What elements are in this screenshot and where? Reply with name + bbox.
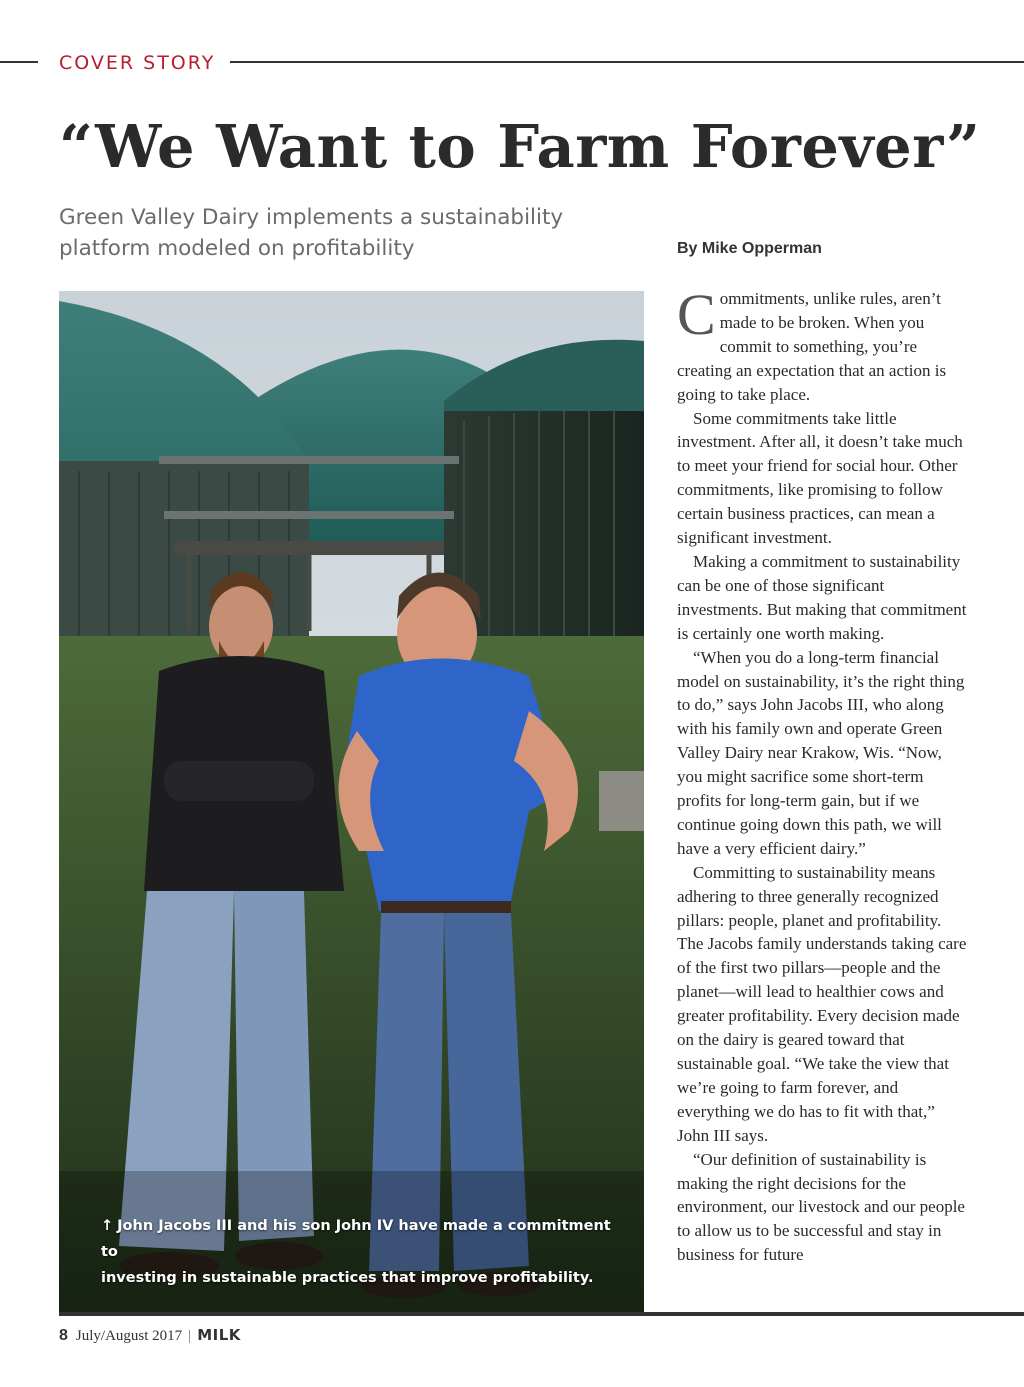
section-label: COVER STORY (59, 52, 216, 74)
gravel (599, 771, 644, 831)
footer-separator: | (188, 1328, 192, 1344)
article-body (677, 282, 967, 1267)
paragraph-5: Committing to sustainability means adhering to three generally recognized pillars: people, planet and profitability. The Jacobs family understands taking care of the first two pillars—people and the planet—will lead to healthier cows and greater profitability. Every decision made on the dairy is geared toward that sustainable goal. “We take the view that we’re going to farm forever, and everything we do has to fit with that,” John III says. (677, 862, 967, 1145)
top-rule-right (230, 61, 1024, 63)
up-arrow-icon: ↑ (101, 1218, 114, 1234)
byline: By Mike Opperman (677, 240, 822, 257)
deck-line-2: platform modeled on profitability (59, 236, 415, 261)
article-headline: “We Want to Farm Forever” (59, 112, 981, 181)
deck-line-1: Green Valley Dairy implements a sustainability (59, 205, 564, 230)
paragraph-4: “When you do a long-term financial model on sustainability, it’s the right thing to do,” says John Jacobs III, who along with his family own and operate Green Valley Dairy near Krakow, Wis. “Now, you might sacrifice some short-term profits for long-term gain, but if we continue going down this path, we will have a very efficient dairy.” (677, 647, 965, 858)
drop-cap: C (677, 282, 716, 347)
top-rule-left (0, 61, 38, 63)
page-footer (59, 1326, 241, 1345)
paragraph-1: Commitments, unlike rules, aren’t made to be broken. When you commit to something, you’re creating an expectation that an action is going to take place. (677, 282, 947, 404)
bottom-rule (59, 1312, 1024, 1316)
caption-line-1: ↑ John Jacobs III and his son John IV have made a commitment to (101, 1218, 611, 1260)
issue-date: July/August 2017 (75, 1328, 183, 1344)
magazine-name: MILK (197, 1326, 241, 1344)
pipe-upper (159, 456, 459, 464)
paragraph-6: “Our definition of sustainability is making the right decisions for the environment, our livestock and our people to allow us to be successful and stay in business for future (677, 1149, 965, 1265)
walkway (174, 541, 444, 555)
photo-caption (101, 1213, 621, 1291)
paragraph-3: Making a commitment to sustainability can be one of those significant investments. But making that commitment is certainly one worth making. (677, 551, 967, 643)
page-number: 8 (59, 1327, 68, 1344)
paragraph-2: Some commitments take little investment. After all, it doesn’t take much to meet your friend for social hour. Other commitments, like promising to follow certain business practices, can mean a significant investment. (677, 408, 963, 548)
caption-line-2: investing in sustainable practices that improve profitability. (101, 1270, 594, 1286)
pipe-lower (164, 511, 454, 519)
photo-illustration (59, 291, 644, 1315)
cover-photo (59, 291, 644, 1315)
article-deck (59, 202, 659, 264)
